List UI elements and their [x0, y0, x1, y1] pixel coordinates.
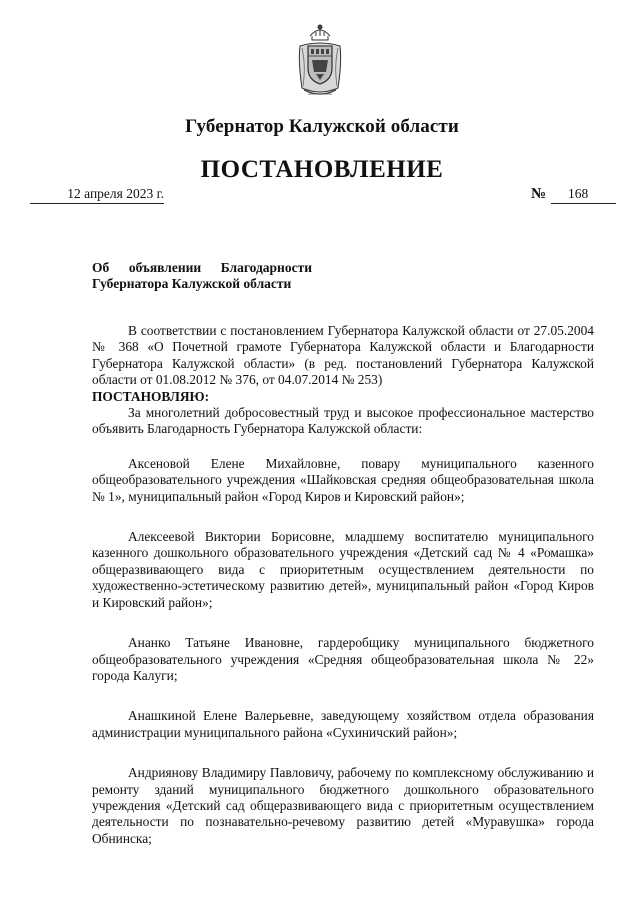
document-body	[92, 323, 594, 847]
decree-word: ПОСТАНОВЛЯЮ:	[92, 388, 210, 404]
coat-of-arms-icon	[294, 22, 346, 100]
preamble-paragraph: В соответствии с постановлением Губернатора Калужской области от 27.05.2004 № 368 «О Почетной грамоте Губернатора Калужской области и Благодарности Губернатора Калужской области» (в ред. постановлений Губернатора Калужской области от 01.08.2012 № 376, от 04.07.2014 № 253)	[92, 323, 594, 388]
number-sign: №	[531, 186, 547, 202]
recipient-paragraph: Андриянову Владимиру Павловичу, рабочему по комплексному обслуживанию и ремонту зданий муниципального бюджетного дошкольного образовательного учреждения «Детский сад общеразвивающего вида с приоритетным осуществлением деятельности по познавательно-речевому развитию детей «Муравушка» города Обнинска;	[92, 765, 594, 846]
document-number-field	[551, 186, 616, 204]
intro-paragraph: За многолетний добросовестный труд и высокое профессиональное мастерство объявить Благодарность Губернатора Калужской области:	[92, 405, 594, 437]
issuing-authority: Губернатор Калужской области	[185, 116, 459, 137]
document-type-title: ПОСТАНОВЛЕНИЕ	[200, 156, 444, 183]
recipient-paragraph: Анашкиной Елене Валерьевне, заведующему хозяйством отдела образования администрации муниципального района «Сухиничский район»;	[92, 708, 594, 740]
document-date-field	[30, 186, 164, 204]
subject-line-2: Губернатора Калужской области	[92, 276, 292, 291]
recipient-paragraph: Аксеновой Елене Михайловне, повару муниципального казенного общеобразовательного учреждения «Шайковская средняя общеобразовательная школа № 1», муниципальный район «Город Киров и Кировский район»;	[92, 455, 594, 504]
document-number: 168	[568, 186, 589, 201]
document-subject	[92, 260, 312, 292]
recipient-paragraph: Алексеевой Виктории Борисовне, младшему воспитателю муниципального казенного дошкольного образовательного учреждения «Детский сад № 4 «Ромашка» общеразвивающего вида с приоритетным осуществлением деятельности по художественно-эстетическому развитию детей», муниципальный район «Город Киров и Кировский район»;	[92, 529, 594, 610]
subject-line-1: Об объявлении Благодарности	[92, 260, 312, 275]
recipient-paragraph: Ананко Татьяне Ивановне, гардеробщику муниципального бюджетного общеобразовательного учреждения «Средняя общеобразовательная школа № 22» города Калуги;	[92, 635, 594, 683]
document-date: 12 апреля 2023 г.	[67, 186, 164, 201]
